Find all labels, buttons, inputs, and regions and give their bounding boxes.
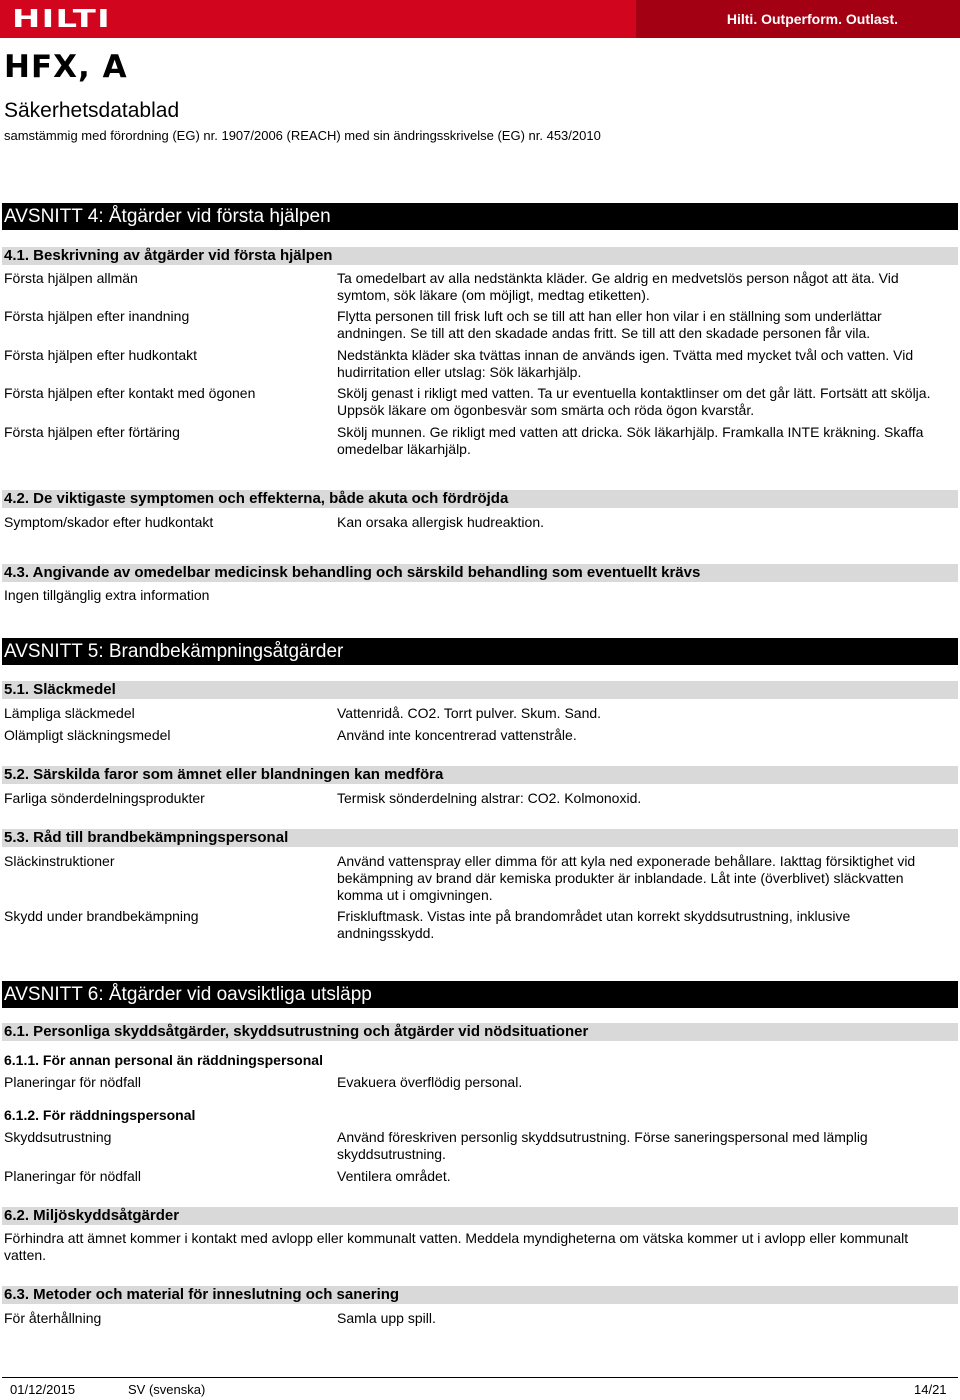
slogan-area (636, 0, 960, 38)
subsection-5-1-header: 5.1. Släckmedel (2, 681, 958, 699)
field-value: Använd vattenspray eller dimma för att kyla ned exponerade behållare. Iakttag försiktighet vid bekämpning av brand där kemiska produkter är inblandade. Låt inte (överblivet) släckvatten komma ut i omgivningen. (337, 853, 916, 903)
brand-slogan: Hilti. Outperform. Outlast. (726, 11, 898, 27)
subsection-6-1-1-header: 6.1.1. För annan personal än räddningspersonal (4, 1052, 323, 1068)
section-5-header: AVSNITT 5: Brandbekämpningsåtgärder (2, 638, 958, 665)
hilti-logo: HILTI (12, 4, 112, 33)
subsection-4-1-header: 4.1. Beskrivning av åtgärder vid första hjälpen (2, 247, 958, 265)
field-value: Nedstänkta kläder ska tvättas innan de används igen. Tvätta med mycket tvål och vatten. Vid hudirritation eller utslag: Sök läkarhjälp. (337, 347, 914, 380)
field-text: Förhindra att ämnet kommer i kontakt med avlopp eller kommunalt vatten. Meddela myndigheterna om vätska kommer ut i avlopp eller kommunalt vatten. (4, 1230, 909, 1263)
field-label: Symptom/skador efter hudkontakt (4, 514, 214, 530)
field-value: Skölj munnen. Ge rikligt med vatten att dricka. Sök läkarhjälp. Framkalla INTE kräkning. Skaffa omedelbar läkarhjälp. (337, 424, 924, 457)
field-label: Första hjälpen efter kontakt med ögonen (4, 385, 256, 401)
subsection-6-3-header: 6.3. Metoder och material för inneslutning och sanering (2, 1286, 958, 1304)
product-name: HFX, A (4, 49, 128, 85)
field-label: Första hjälpen efter inandning (4, 308, 190, 324)
subsection-6-2-header: 6.2. Miljöskyddsåtgärder (2, 1207, 958, 1225)
field-label: Farliga sönderdelningsprodukter (4, 790, 205, 806)
field-value: Kan orsaka allergisk hudreaktion. (337, 514, 545, 530)
field-label: Släckinstruktioner (4, 853, 115, 869)
field-label: Lämpliga släckmedel (4, 705, 135, 721)
subsection-6-1-header: 6.1. Personliga skyddsåtgärder, skyddsutrustning och åtgärder vid nödsituationer (2, 1023, 958, 1041)
field-text: Ingen tillgänglig extra information (4, 587, 210, 603)
section-4-header: AVSNITT 4: Åtgärder vid första hjälpen (2, 203, 958, 230)
subsection-6-1-2-header: 6.1.2. För räddningspersonal (4, 1107, 196, 1123)
logo-area (0, 0, 636, 38)
field-value: Skölj genast i rikligt med vatten. Ta ur eventuella kontaktlinser om det går lätt. Fortsätt att skölja. Uppsök läkare om ögonbesvär som smärta och röda ögon kvarstår. (337, 385, 931, 418)
field-label: Första hjälpen efter förtäring (4, 424, 180, 440)
document-title: Säkerhetsdatablad (4, 99, 180, 122)
field-label: Olämpligt släckningsmedel (4, 727, 171, 743)
field-label: Planeringar för nödfall (4, 1168, 141, 1184)
subsection-4-3-header: 4.3. Angivande av omedelbar medicinsk behandling och särskild behandling som eventuellt krävs (2, 564, 958, 582)
field-label: Skydd under brandbekämpning (4, 908, 199, 924)
field-value: Termisk sönderdelning alstrar: CO2. Kolmonoxid. (337, 790, 642, 806)
field-value: Använd inte koncentrerad vattenstråle. (337, 727, 577, 743)
footer-divider (2, 1377, 958, 1378)
footer-date: 01/12/2015 (10, 1382, 76, 1397)
footer-page-number: 14/21 (914, 1382, 947, 1397)
field-value: Samla upp spill. (337, 1310, 436, 1326)
section-6-header: AVSNITT 6: Åtgärder vid oavsiktliga utsläpp (2, 981, 958, 1008)
subsection-4-2-header: 4.2. De viktigaste symptomen och effekterna, både akuta och fördröjda (2, 490, 958, 508)
field-label: För återhållning (4, 1310, 102, 1326)
footer-language: SV (svenska) (128, 1382, 206, 1397)
field-label: Skyddsutrustning (4, 1129, 112, 1145)
field-value: Vattenridå. CO2. Torrt pulver. Skum. Sand. (337, 705, 602, 721)
field-value: Evakuera överflödig personal. (337, 1074, 523, 1090)
field-value: Ta omedelbart av alla nedstänkta kläder. Ge aldrig en medvetslös person något att äta. Vid symtom, sök läkare (om möjligt, medtag etiketten). (337, 270, 899, 303)
subsection-5-2-header: 5.2. Särskilda faror som ämnet eller blandningen kan medföra (2, 766, 958, 784)
brand-header (0, 0, 960, 38)
field-label: Första hjälpen efter hudkontakt (4, 347, 198, 363)
field-value: Ventilera området. (337, 1168, 451, 1184)
subsection-5-3-header: 5.3. Råd till brandbekämpningspersonal (2, 829, 958, 847)
field-value: Flytta personen till frisk luft och se till att han eller hon vilar i en ställning som underlättar andningen. Se till att den skadade andas fritt. Se till att den skadade personen får vila. (337, 308, 882, 341)
field-label: Första hjälpen allmän (4, 270, 138, 286)
field-value: Friskluftmask. Vistas inte på brandområdet utan korrekt skyddsutrustning, inklusive andningsskydd. (337, 908, 851, 941)
field-label: Planeringar för nödfall (4, 1074, 141, 1090)
field-value: Använd föreskriven personlig skyddsutrustning. Förse saneringspersonal med lämplig skyddsutrustning. (337, 1129, 868, 1162)
regulation-line: samstämmig med förordning (EG) nr. 1907/2006 (REACH) med sin ändringsskrivelse (EG) nr. 453/2010 (4, 128, 601, 143)
